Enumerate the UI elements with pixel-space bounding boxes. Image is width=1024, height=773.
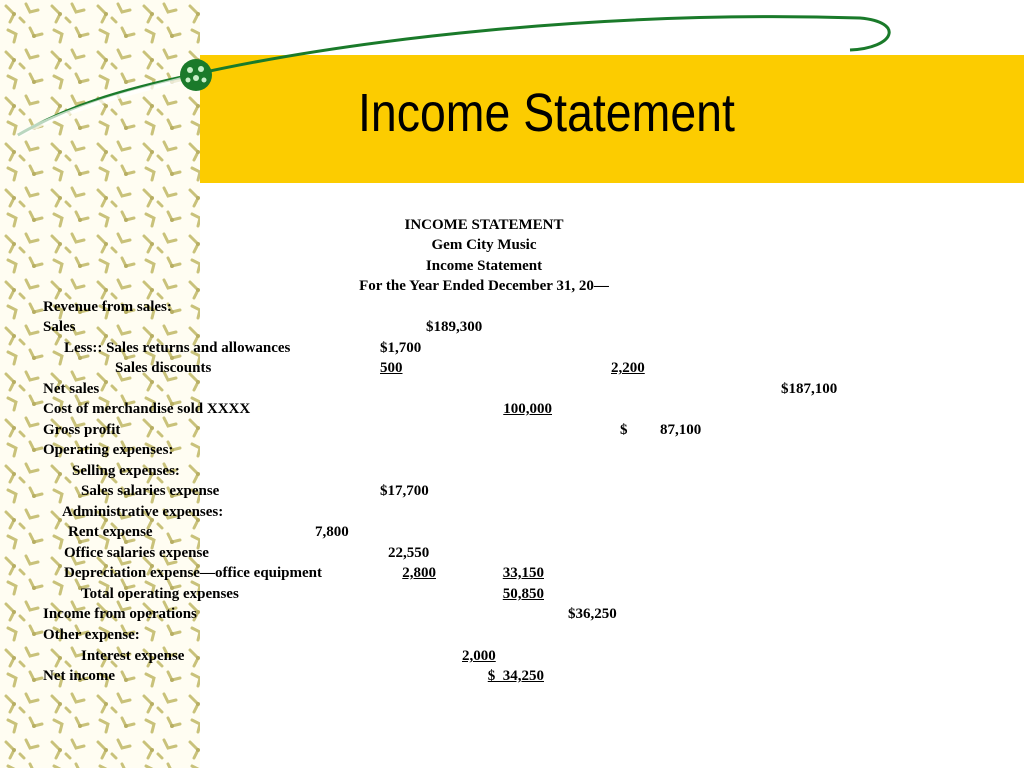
slide-title: Income Statement bbox=[358, 83, 735, 143]
gross-profit-label: Gross profit bbox=[43, 422, 121, 438]
gross-profit-amount: 87,100 bbox=[660, 422, 702, 438]
net-income-amount: $ 34,250 bbox=[487, 668, 544, 684]
other-expense-heading: Other expense: bbox=[43, 627, 140, 643]
sales-amount: $189,300 bbox=[426, 319, 483, 335]
cost-of-merchandise-label: Cost of merchandise sold XXXX bbox=[43, 401, 251, 417]
sales-discounts-amount: 500 bbox=[380, 360, 403, 376]
sales-salaries-amount: $17,700 bbox=[380, 483, 429, 499]
admin-expenses-heading: Administrative expenses: bbox=[62, 504, 224, 520]
net-income-label: Net income bbox=[43, 668, 116, 684]
depreciation-label: Depreciation expense—office equipment bbox=[64, 565, 323, 581]
statement-name: Income Statement bbox=[425, 258, 543, 274]
interest-expense-amount: 2,000 bbox=[462, 648, 496, 664]
depreciation-amount: 2,800 bbox=[402, 565, 436, 581]
income-from-operations-label: Income from operations bbox=[43, 606, 197, 622]
sales-deductions-total: 2,200 bbox=[611, 360, 645, 376]
company-name: Gem City Music bbox=[431, 237, 537, 253]
net-sales-amount: $187,100 bbox=[781, 381, 838, 397]
gross-profit-currency: $ bbox=[620, 422, 628, 438]
total-operating-label: Total operating expenses bbox=[81, 586, 239, 602]
sales-label: Sales bbox=[43, 319, 76, 335]
rent-expense-amount: 7,800 bbox=[315, 524, 349, 540]
interest-expense-label: Interest expense bbox=[81, 648, 185, 664]
selling-expenses-heading: Selling expenses: bbox=[72, 463, 180, 479]
admin-expenses-total: 33,150 bbox=[502, 565, 544, 581]
operating-expenses-heading: Operating expenses: bbox=[43, 442, 174, 458]
cost-of-merchandise-amount: 100,000 bbox=[503, 401, 552, 417]
sales-returns-amount: $1,700 bbox=[380, 340, 422, 356]
statement-period: For the Year Ended December 31, 20— bbox=[359, 278, 609, 294]
statement-heading: INCOME STATEMENT bbox=[404, 217, 564, 233]
sales-discounts-label: Sales discounts bbox=[115, 360, 212, 376]
revenue-heading: Revenue from sales: bbox=[43, 299, 172, 315]
sales-returns-label: Less:: Sales returns and allowances bbox=[64, 340, 291, 356]
sales-salaries-label: Sales salaries expense bbox=[81, 483, 220, 499]
income-from-operations-amount: $36,250 bbox=[568, 606, 617, 622]
total-operating-amount: 50,850 bbox=[502, 586, 544, 602]
net-sales-label: Net sales bbox=[43, 381, 100, 397]
office-salaries-label: Office salaries expense bbox=[64, 545, 209, 561]
office-salaries-amount: 22,550 bbox=[388, 545, 430, 561]
rent-expense-label: Rent expense bbox=[68, 524, 153, 540]
